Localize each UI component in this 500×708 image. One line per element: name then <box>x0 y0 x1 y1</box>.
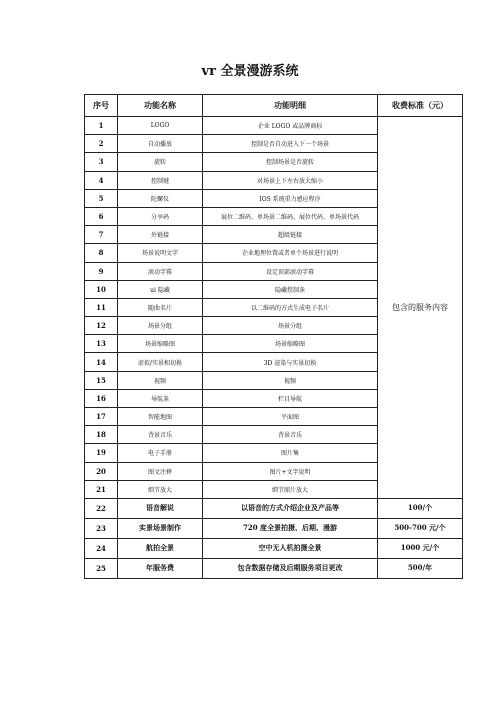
row-function-name: 随曲名片 <box>118 298 203 316</box>
row-number: 12 <box>85 317 118 335</box>
row-number: 1 <box>85 117 118 135</box>
row-function-name: 旋转 <box>118 153 203 171</box>
row-price: 100/个 <box>378 498 463 518</box>
page-title: vr 全景漫游系统 <box>201 64 299 79</box>
row-number: 3 <box>85 153 118 171</box>
row-function-detail: 隐藏控制条 <box>203 280 378 298</box>
pricing-table <box>84 94 463 579</box>
row-function-name: 年服务费 <box>118 558 203 578</box>
included-services-cell: 包含的服务内容 <box>378 117 463 499</box>
table-header-row <box>85 95 463 117</box>
row-price: 500/年 <box>378 558 463 578</box>
row-function-detail: 视频 <box>203 371 378 389</box>
row-function-name: 滚动字幕 <box>118 262 203 280</box>
row-number: 5 <box>85 189 118 207</box>
row-function-name: 分享码 <box>118 207 203 225</box>
row-number: 17 <box>85 408 118 426</box>
row-number: 8 <box>85 244 118 262</box>
row-function-name: 图文注释 <box>118 462 203 480</box>
row-function-detail: 以语音的方式介绍企业及产品等 <box>203 498 378 518</box>
header-function-name: 功能名称 <box>118 95 203 117</box>
row-number: 19 <box>85 444 118 462</box>
row-number: 25 <box>85 558 118 578</box>
table-row <box>85 117 463 135</box>
row-function-detail: 场景缩略图 <box>203 335 378 353</box>
row-function-detail: 场景分组 <box>203 317 378 335</box>
row-function-detail: 细节图片放大 <box>203 480 378 498</box>
row-function-name: 自动播放 <box>118 135 203 153</box>
row-function-name: 虚拟/实景相切换 <box>118 353 203 371</box>
table-row-paid <box>85 518 463 538</box>
row-function-name: 智能地图 <box>118 408 203 426</box>
row-number: 22 <box>85 498 118 518</box>
row-function-detail: 企业 LOGO 或品牌商标 <box>203 117 378 135</box>
row-function-name: 场景缩略图 <box>118 335 203 353</box>
row-function-detail: IOS 系统重力感应程序 <box>203 189 378 207</box>
row-number: 15 <box>85 371 118 389</box>
row-function-name: ui 隐藏 <box>118 280 203 298</box>
row-number: 4 <box>85 171 118 189</box>
row-number: 7 <box>85 226 118 244</box>
header-function-detail: 功能明细 <box>203 95 378 117</box>
row-function-detail: 栏目导航 <box>203 389 378 407</box>
row-function-name: 视频 <box>118 371 203 389</box>
row-function-name: 语音解说 <box>118 498 203 518</box>
row-number: 14 <box>85 353 118 371</box>
row-function-detail: 超级链接 <box>203 226 378 244</box>
row-function-name: 实景场景制作 <box>118 518 203 538</box>
row-function-name: 航拍全景 <box>118 538 203 558</box>
row-number: 16 <box>85 389 118 407</box>
row-number: 13 <box>85 335 118 353</box>
table-row-paid <box>85 558 463 578</box>
row-function-detail: 空中无人机拍摄全景 <box>203 538 378 558</box>
row-function-name: 背景音乐 <box>118 426 203 444</box>
table-row-paid <box>85 498 463 518</box>
row-function-detail: 包含数据存储及后期服务项目更改 <box>203 558 378 578</box>
row-function-detail: 720 度全景拍摄、后期、漫游 <box>203 518 378 538</box>
row-function-detail: 企业地理位置或者单个场景进行说明 <box>203 244 378 262</box>
row-function-detail: 背景音乐 <box>203 426 378 444</box>
row-function-name: 外链接 <box>118 226 203 244</box>
row-function-name: 场景说明文字 <box>118 244 203 262</box>
row-function-detail: 展位二维码、单场景二维码、展位代码、单场景代码 <box>203 207 378 225</box>
row-function-detail: 对场景上下左右放大缩小 <box>203 171 378 189</box>
row-number: 9 <box>85 262 118 280</box>
header-price: 收费标准（元） <box>378 95 463 117</box>
row-function-name: 陀螺仪 <box>118 189 203 207</box>
row-number: 2 <box>85 135 118 153</box>
row-price: 1000 元/个 <box>378 538 463 558</box>
row-function-detail: 以二维码的方式生成电子名片 <box>203 298 378 316</box>
row-function-detail: 控制场景是否旋转 <box>203 153 378 171</box>
row-function-detail: 图片集 <box>203 444 378 462</box>
table-row-paid <box>85 538 463 558</box>
header-number: 序号 <box>85 95 118 117</box>
row-number: 20 <box>85 462 118 480</box>
row-function-name: 细节放大 <box>118 480 203 498</box>
row-number: 21 <box>85 480 118 498</box>
row-number: 18 <box>85 426 118 444</box>
row-function-name: 导航条 <box>118 389 203 407</box>
row-price: 500-700 元/个 <box>378 518 463 538</box>
row-function-name: 电子手册 <box>118 444 203 462</box>
row-function-detail: 图片+文字说明 <box>203 462 378 480</box>
row-number: 10 <box>85 280 118 298</box>
row-function-detail: 平面图 <box>203 408 378 426</box>
row-function-detail: 控制是否自动进入下一个场景 <box>203 135 378 153</box>
row-number: 11 <box>85 298 118 316</box>
row-function-name: LOGO <box>118 117 203 135</box>
row-number: 24 <box>85 538 118 558</box>
row-number: 6 <box>85 207 118 225</box>
row-function-detail: 3D 渲染与实景切换 <box>203 353 378 371</box>
row-function-name: 控制键 <box>118 171 203 189</box>
row-number: 23 <box>85 518 118 538</box>
row-function-detail: 设定顶部滚动字幕 <box>203 262 378 280</box>
row-function-name: 场景分组 <box>118 317 203 335</box>
